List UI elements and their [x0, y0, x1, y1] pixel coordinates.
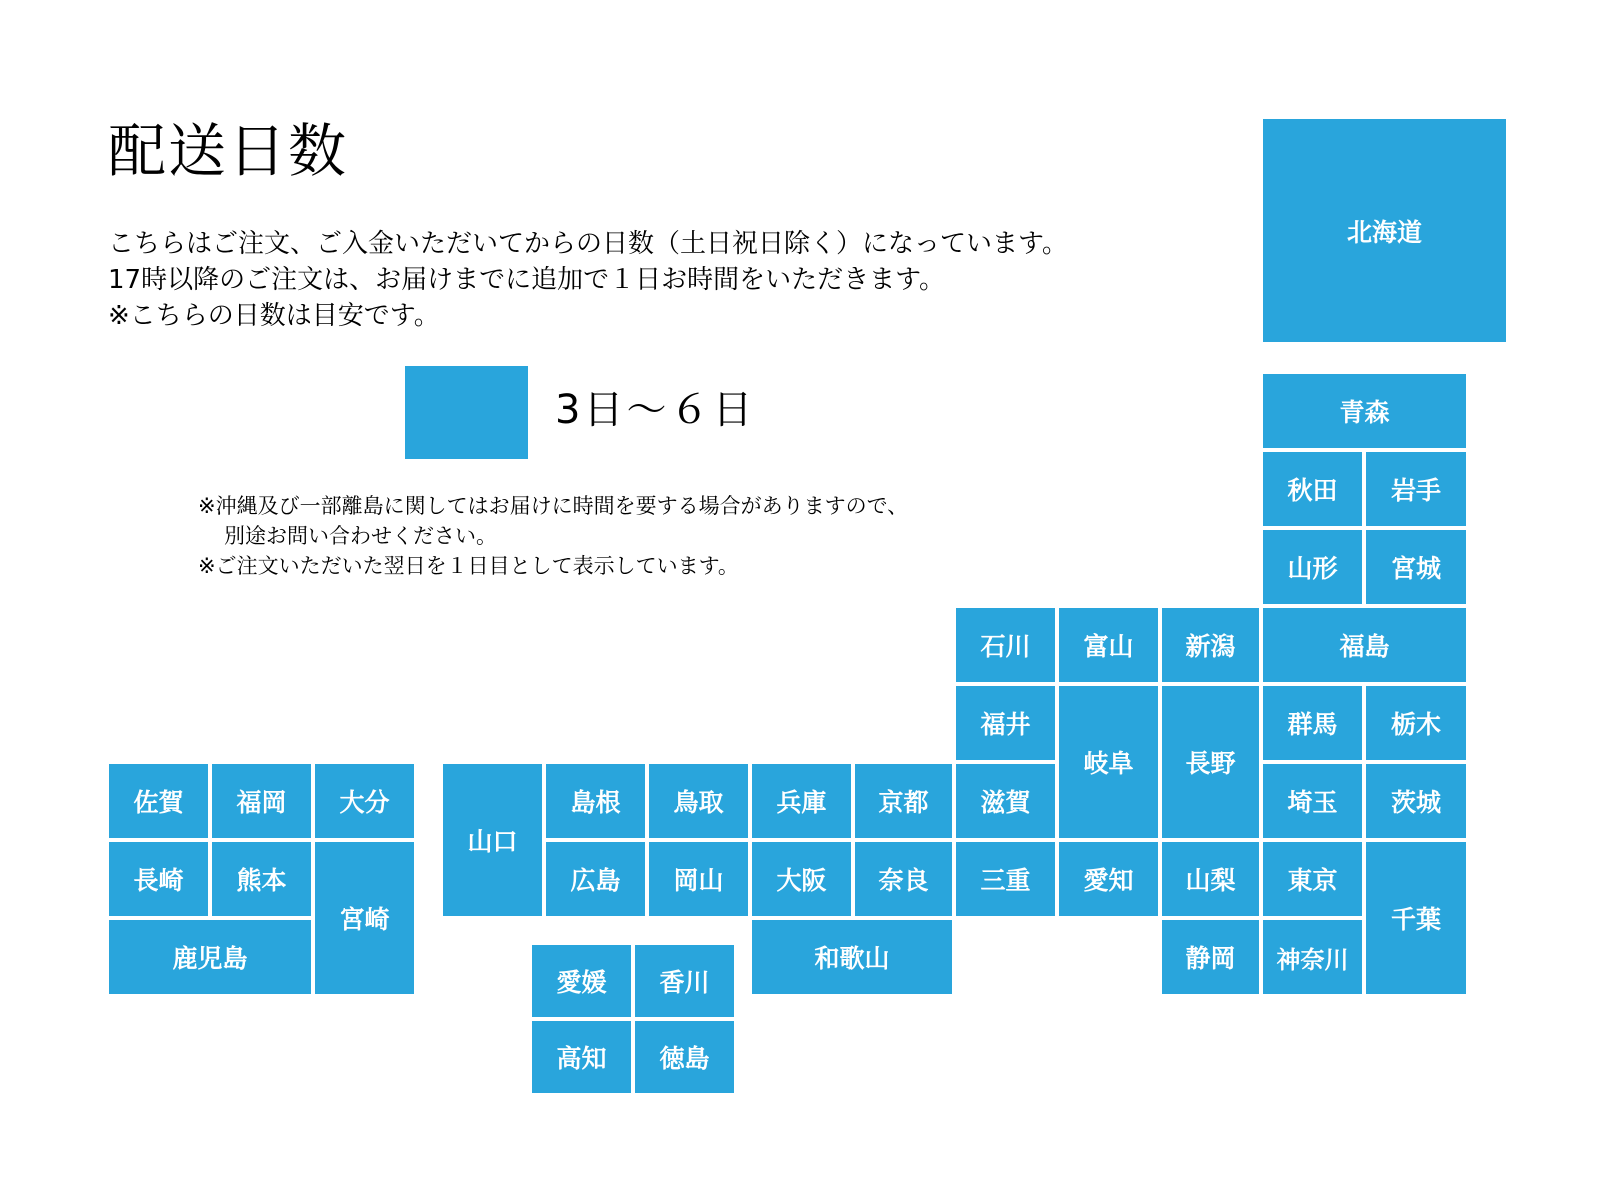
- pref-fukuoka: 福岡: [212, 764, 311, 838]
- pref-iwate: 岩手: [1366, 452, 1466, 526]
- pref-gifu: 岐阜: [1059, 686, 1158, 838]
- pref-aichi: 愛知: [1059, 842, 1158, 916]
- pref-nara: 奈良: [855, 842, 952, 916]
- pref-yamagata: 山形: [1263, 530, 1362, 604]
- pref-miyazaki: 宮崎: [315, 842, 414, 994]
- pref-niigata: 新潟: [1162, 608, 1259, 682]
- pref-hiroshima: 広島: [546, 842, 645, 916]
- pref-ishikawa: 石川: [956, 608, 1055, 682]
- pref-kagawa: 香川: [635, 945, 734, 1017]
- pref-gunma: 群馬: [1263, 686, 1362, 760]
- pref-fukushima: 福島: [1263, 608, 1466, 682]
- pref-ehime: 愛媛: [532, 945, 631, 1017]
- pref-shimane: 島根: [546, 764, 645, 838]
- pref-tochigi: 栃木: [1366, 686, 1466, 760]
- page-title: 配送日数: [108, 117, 349, 185]
- pref-fukui: 福井: [956, 686, 1055, 760]
- pref-nagano: 長野: [1162, 686, 1259, 838]
- pref-kyoto: 京都: [855, 764, 952, 838]
- pref-mie: 三重: [956, 842, 1055, 916]
- pref-kumamoto: 熊本: [212, 842, 311, 916]
- description-line: こちらはご注文、ご入金いただいてからの日数（土日祝日除く）になっています。: [108, 229, 1068, 259]
- note-line: ※沖縄及び一部離島に関してはお届けに時間を要する場合がありますので、: [198, 494, 909, 518]
- pref-tokyo: 東京: [1263, 842, 1362, 916]
- pref-ibaraki: 茨城: [1366, 764, 1466, 838]
- legend-label: 3日〜６日: [555, 387, 756, 433]
- pref-chiba: 千葉: [1366, 842, 1466, 994]
- pref-toyama: 富山: [1059, 608, 1158, 682]
- pref-shiga: 滋賀: [956, 764, 1055, 838]
- pref-akita: 秋田: [1263, 452, 1362, 526]
- pref-kanagawa: 神奈川: [1263, 920, 1362, 994]
- description-line: ※こちらの日数は目安です。: [108, 301, 440, 331]
- pref-yamanashi: 山梨: [1162, 842, 1259, 916]
- description: [108, 226, 1068, 334]
- note-line: 別途お問い合わせください。: [224, 524, 497, 548]
- pref-shizuoka: 静岡: [1162, 920, 1259, 994]
- pref-tottori: 鳥取: [649, 764, 748, 838]
- pref-kochi: 高知: [532, 1021, 631, 1093]
- note-line: ※ご注文いただいた翌日を１日目として表示しています。: [198, 554, 739, 578]
- pref-nagasaki: 長崎: [109, 842, 208, 916]
- pref-wakayama: 和歌山: [752, 920, 952, 994]
- pref-okayama: 岡山: [649, 842, 748, 916]
- pref-aomori: 青森: [1263, 374, 1466, 448]
- pref-miyagi: 宮城: [1366, 530, 1466, 604]
- description-line: 17時以降のご注文は、お届けまでに追加で１日お時間をいただきます。: [108, 265, 946, 295]
- pref-saga: 佐賀: [109, 764, 208, 838]
- pref-osaka: 大阪: [752, 842, 851, 916]
- pref-hyogo: 兵庫: [752, 764, 851, 838]
- pref-oita: 大分: [315, 764, 414, 838]
- pref-kagoshima: 鹿児島: [109, 920, 311, 994]
- pref-hokkaido: 北海道: [1263, 119, 1506, 342]
- legend-swatch: [405, 366, 528, 459]
- notes: [198, 491, 908, 581]
- pref-saitama: 埼玉: [1263, 764, 1362, 838]
- pref-yamaguchi: 山口: [443, 764, 542, 916]
- pref-tokushima: 徳島: [635, 1021, 734, 1093]
